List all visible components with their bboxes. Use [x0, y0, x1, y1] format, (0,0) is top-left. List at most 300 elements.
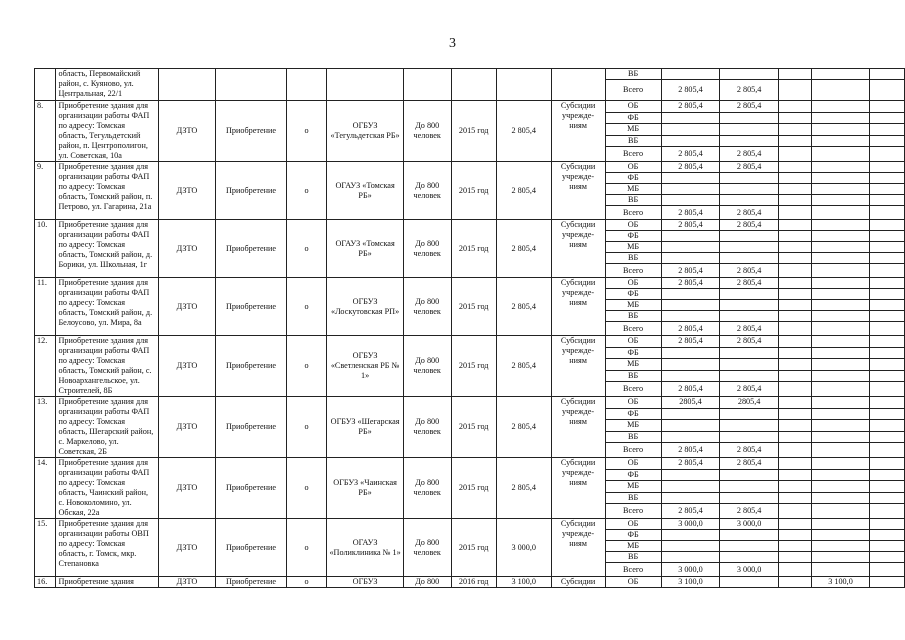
amount-cell: 2 805,4: [720, 336, 779, 348]
customer-cell: ДЗТО: [158, 101, 215, 162]
amount-cell: 2 805,4: [661, 147, 720, 162]
amount-cell: [720, 420, 779, 432]
amount-cell: 2 805,4: [720, 101, 779, 113]
organization-cell: ОГАУЗ «Томская РБ»: [327, 162, 404, 220]
amount-cell: [778, 195, 811, 206]
capacity-cell: До 800 человек: [403, 278, 451, 336]
table-row: [35, 397, 905, 409]
amount-cell: 2 805,4: [661, 278, 720, 289]
amount-cell: [870, 336, 905, 348]
amount-cell: [720, 173, 779, 184]
amount-cell: [720, 289, 779, 300]
amount-cell: [811, 541, 870, 552]
object-name-cell: Приобретение здания для организации работы ОВП по адресу: Томская область, г. Томск, мкр. Степановка: [56, 519, 158, 577]
amount-cell: [720, 552, 779, 563]
empty-cell: [286, 69, 326, 101]
type-cell: Приобретение: [216, 278, 287, 336]
amount-cell: [661, 530, 720, 541]
amount-cell: [778, 504, 811, 519]
amount-cell: [661, 311, 720, 322]
amount-cell: [661, 541, 720, 552]
table-row: [35, 577, 905, 588]
amount-cell: [811, 206, 870, 220]
amount-cell: [811, 347, 870, 359]
source-cell: ВБ: [605, 431, 661, 443]
amount-cell: [811, 443, 870, 458]
amount-cell: [720, 69, 779, 80]
year-cell: 2015 год: [451, 162, 496, 220]
amount-cell: [778, 80, 811, 101]
cost-cell: 2 805,4: [496, 220, 551, 278]
amount-cell: 2 805,4: [661, 458, 720, 470]
amount-cell: [870, 195, 905, 206]
source-cell: ОБ: [605, 577, 661, 588]
amount-cell: [778, 147, 811, 162]
amount-cell: 2 805,4: [661, 101, 720, 113]
amount-cell: [778, 264, 811, 278]
capacity-cell: До 800 человек: [403, 397, 451, 458]
amount-cell: 2 805,4: [720, 322, 779, 336]
source-cell: ОБ: [605, 397, 661, 409]
capacity-cell: До 800 человек: [403, 458, 451, 519]
amount-cell: [661, 347, 720, 359]
cost-cell: 2 805,4: [496, 397, 551, 458]
customer-cell: ДЗТО: [158, 162, 215, 220]
source-cell: ОБ: [605, 162, 661, 173]
year-cell: 2015 год: [451, 458, 496, 519]
finance-form-cell: Субсидии учрежде-ниям: [551, 101, 605, 162]
finance-form-cell: Субсидии учрежде-ниям: [551, 220, 605, 278]
source-cell: Всего: [605, 80, 661, 101]
amount-cell: [778, 162, 811, 173]
amount-cell: [661, 420, 720, 432]
amount-cell: [778, 184, 811, 195]
amount-cell: [661, 253, 720, 264]
amount-cell: 2 805,4: [720, 458, 779, 470]
amount-cell: [661, 184, 720, 195]
source-cell: ОБ: [605, 458, 661, 470]
source-cell: ФБ: [605, 469, 661, 481]
customer-cell: ДЗТО: [158, 519, 215, 577]
type-cell: Приобретение: [216, 101, 287, 162]
amount-cell: [661, 300, 720, 311]
amount-cell: 2 805,4: [720, 382, 779, 397]
source-cell: ВБ: [605, 552, 661, 563]
amount-cell: [870, 147, 905, 162]
source-cell: МБ: [605, 359, 661, 371]
amount-cell: [778, 173, 811, 184]
object-name-cell: Приобретение здания: [56, 577, 158, 588]
source-cell: ОБ: [605, 336, 661, 348]
year-cell: 2015 год: [451, 220, 496, 278]
amount-cell: [870, 431, 905, 443]
customer-cell: ДЗТО: [158, 458, 215, 519]
amount-cell: [811, 80, 870, 101]
unit-cell: о: [286, 220, 326, 278]
amount-cell: 3 000,0: [720, 519, 779, 530]
amount-cell: [811, 530, 870, 541]
customer-cell: ДЗТО: [158, 577, 215, 588]
amount-cell: [661, 289, 720, 300]
type-cell: Приобретение: [216, 519, 287, 577]
amount-cell: [811, 519, 870, 530]
amount-cell: 3 100,0: [661, 577, 720, 588]
amount-cell: [870, 300, 905, 311]
amount-cell: [661, 469, 720, 481]
amount-cell: [870, 112, 905, 124]
amount-cell: 2 805,4: [720, 443, 779, 458]
cost-cell: 2 805,4: [496, 458, 551, 519]
amount-cell: [870, 278, 905, 289]
amount-cell: 2 805,4: [661, 322, 720, 336]
source-cell: ВБ: [605, 492, 661, 504]
source-cell: ВБ: [605, 253, 661, 264]
year-cell: 2016 год: [451, 577, 496, 588]
amount-cell: [811, 242, 870, 253]
amount-cell: [720, 135, 779, 147]
amount-cell: [720, 124, 779, 136]
capacity-cell: До 800: [403, 577, 451, 588]
amount-cell: 2 805,4: [720, 206, 779, 220]
amount-cell: [778, 519, 811, 530]
amount-cell: [811, 492, 870, 504]
amount-cell: 3 000,0: [720, 563, 779, 577]
unit-cell: о: [286, 519, 326, 577]
amount-cell: [778, 408, 811, 420]
source-cell: ФБ: [605, 173, 661, 184]
row-number-cell: 11.: [35, 278, 56, 336]
amount-cell: [661, 242, 720, 253]
amount-cell: [778, 206, 811, 220]
type-cell: Приобретение: [216, 162, 287, 220]
amount-cell: [778, 577, 811, 588]
amount-cell: [720, 231, 779, 242]
amount-cell: [661, 552, 720, 563]
amount-cell: [778, 336, 811, 348]
amount-cell: [811, 481, 870, 493]
finance-form-cell: Субсидии учрежде-ниям: [551, 162, 605, 220]
amount-cell: [870, 173, 905, 184]
source-cell: Всего: [605, 206, 661, 220]
amount-cell: 2 805,4: [661, 80, 720, 101]
unit-cell: о: [286, 162, 326, 220]
cost-cell: 2 805,4: [496, 278, 551, 336]
capacity-cell: До 800 человек: [403, 101, 451, 162]
amount-cell: [720, 359, 779, 371]
year-cell: 2015 год: [451, 336, 496, 397]
row-number-cell: 10.: [35, 220, 56, 278]
amount-cell: [811, 69, 870, 80]
amount-cell: [870, 220, 905, 231]
row-number-cell: 15.: [35, 519, 56, 577]
amount-cell: [811, 264, 870, 278]
finance-form-cell: Субсидии учрежде-ниям: [551, 458, 605, 519]
finance-form-cell: Субсидии учрежде-ниям: [551, 397, 605, 458]
customer-cell: ДЗТО: [158, 336, 215, 397]
amount-cell: [778, 530, 811, 541]
amount-cell: [811, 112, 870, 124]
amount-cell: [811, 253, 870, 264]
amount-cell: [811, 431, 870, 443]
amount-cell: [778, 242, 811, 253]
source-cell: ОБ: [605, 519, 661, 530]
organization-cell: ОГАУЗ «Поликлиника № 1»: [327, 519, 404, 577]
amount-cell: [720, 469, 779, 481]
amount-cell: [870, 420, 905, 432]
source-cell: ОБ: [605, 101, 661, 113]
amount-cell: [811, 552, 870, 563]
source-cell: ВБ: [605, 370, 661, 382]
object-name-cell: Приобретение здания для организации работы ФАП по адресу: Томская область, Томский район, д. Белоусово, ул. Мира, 8а: [56, 278, 158, 336]
amount-cell: [778, 112, 811, 124]
amount-cell: [778, 382, 811, 397]
source-cell: ВБ: [605, 195, 661, 206]
unit-cell: о: [286, 101, 326, 162]
amount-cell: [720, 481, 779, 493]
source-cell: ФБ: [605, 289, 661, 300]
amount-cell: [720, 253, 779, 264]
amount-cell: [811, 359, 870, 371]
source-cell: МБ: [605, 242, 661, 253]
amount-cell: [870, 184, 905, 195]
amount-cell: [778, 322, 811, 336]
finance-form-cell: Субсидии учрежде-ниям: [551, 278, 605, 336]
capacity-cell: До 800 человек: [403, 220, 451, 278]
type-cell: Приобретение: [216, 336, 287, 397]
cost-cell: 2 805,4: [496, 101, 551, 162]
amount-cell: 2 805,4: [661, 443, 720, 458]
amount-cell: [811, 563, 870, 577]
amount-cell: [778, 431, 811, 443]
amount-cell: [811, 504, 870, 519]
amount-cell: [870, 253, 905, 264]
customer-cell: ДЗТО: [158, 397, 215, 458]
amount-cell: [870, 124, 905, 136]
object-name-cell: область, Первомайский район, с. Куяново, ул. Центральная, 22/1: [56, 69, 158, 101]
source-cell: МБ: [605, 300, 661, 311]
amount-cell: [778, 492, 811, 504]
cost-cell: 2 805,4: [496, 162, 551, 220]
empty-cell: [327, 69, 404, 101]
year-cell: 2015 год: [451, 101, 496, 162]
amount-cell: [870, 530, 905, 541]
amount-cell: [811, 408, 870, 420]
amount-cell: [870, 382, 905, 397]
amount-cell: [778, 135, 811, 147]
object-name-cell: Приобретение здания для организации работы ФАП по адресу: Томская область, Томский район, д. Борики, ул. Школьная, 1г: [56, 220, 158, 278]
organization-cell: ОГБУЗ «Светленская РБ № 1»: [327, 336, 404, 397]
amount-cell: [778, 300, 811, 311]
amount-cell: 3 100,0: [811, 577, 870, 588]
amount-cell: [661, 124, 720, 136]
unit-cell: о: [286, 458, 326, 519]
amount-cell: 2 805,4: [720, 504, 779, 519]
source-cell: МБ: [605, 481, 661, 493]
amount-cell: [661, 370, 720, 382]
amount-cell: [661, 69, 720, 80]
unit-cell: о: [286, 278, 326, 336]
organization-cell: ОГАУЗ «Томская РБ»: [327, 220, 404, 278]
capacity-cell: До 800 человек: [403, 519, 451, 577]
source-cell: МБ: [605, 184, 661, 195]
source-cell: ВБ: [605, 135, 661, 147]
amount-cell: [811, 370, 870, 382]
amount-cell: [778, 420, 811, 432]
table-row: [35, 278, 905, 289]
amount-cell: [870, 231, 905, 242]
table-row: [35, 458, 905, 470]
amount-cell: [870, 347, 905, 359]
amount-cell: [870, 408, 905, 420]
amount-cell: [870, 206, 905, 220]
source-cell: Всего: [605, 443, 661, 458]
amount-cell: [811, 311, 870, 322]
capacity-cell: До 800 человек: [403, 336, 451, 397]
amount-cell: [870, 69, 905, 80]
amount-cell: [778, 347, 811, 359]
amount-cell: [870, 552, 905, 563]
amount-cell: [870, 242, 905, 253]
amount-cell: [811, 173, 870, 184]
amount-cell: 2 805,4: [661, 264, 720, 278]
amount-cell: [811, 336, 870, 348]
amount-cell: 2 805,4: [661, 206, 720, 220]
source-cell: ОБ: [605, 278, 661, 289]
amount-cell: [720, 431, 779, 443]
amount-cell: [870, 504, 905, 519]
amount-cell: 2 805,4: [720, 147, 779, 162]
amount-cell: [661, 359, 720, 371]
source-cell: МБ: [605, 541, 661, 552]
amount-cell: 2 805,4: [720, 80, 779, 101]
amount-cell: [778, 443, 811, 458]
source-cell: ФБ: [605, 408, 661, 420]
cost-cell: 3 000,0: [496, 519, 551, 577]
amount-cell: [720, 577, 779, 588]
source-cell: ФБ: [605, 231, 661, 242]
finance-form-cell: Субсидии учрежде-ниям: [551, 519, 605, 577]
amount-cell: 2 805,4: [661, 220, 720, 231]
amount-cell: [778, 69, 811, 80]
table-row: [35, 336, 905, 348]
amount-cell: [870, 80, 905, 101]
amount-cell: [720, 184, 779, 195]
object-name-cell: Приобретение здания для организации работы ФАП по адресу: Томская область, Шегарский район, с. Маркелово, ул. Советская, 2Б: [56, 397, 158, 458]
amount-cell: [811, 469, 870, 481]
amount-cell: [778, 101, 811, 113]
amount-cell: [811, 289, 870, 300]
amount-cell: [870, 370, 905, 382]
amount-cell: [870, 577, 905, 588]
source-cell: МБ: [605, 124, 661, 136]
amount-cell: [720, 300, 779, 311]
amount-cell: [720, 492, 779, 504]
amount-cell: [811, 397, 870, 409]
amount-cell: [870, 101, 905, 113]
amount-cell: [870, 264, 905, 278]
amount-cell: 2 805,4: [720, 220, 779, 231]
amount-cell: [720, 311, 779, 322]
source-cell: Всего: [605, 504, 661, 519]
row-number-cell: 13.: [35, 397, 56, 458]
source-cell: ФБ: [605, 112, 661, 124]
amount-cell: [778, 289, 811, 300]
amount-cell: 2 805,4: [661, 162, 720, 173]
amount-cell: [870, 311, 905, 322]
amount-cell: [778, 359, 811, 371]
empty-cell: [216, 69, 287, 101]
amount-cell: [811, 195, 870, 206]
amount-cell: [811, 220, 870, 231]
amount-cell: [811, 458, 870, 470]
row-number-cell: 16.: [35, 577, 56, 588]
amount-cell: [811, 184, 870, 195]
cost-cell: 3 100,0: [496, 577, 551, 588]
type-cell: Приобретение: [216, 220, 287, 278]
row-number-cell: 12.: [35, 336, 56, 397]
year-cell: 2015 год: [451, 278, 496, 336]
organization-cell: ОГБУЗ «Тегульдетская РБ»: [327, 101, 404, 162]
finance-form-cell: Субсидии учрежде-ниям: [551, 336, 605, 397]
amount-cell: [870, 322, 905, 336]
program-table: [34, 68, 905, 588]
type-cell: Приобретение: [216, 397, 287, 458]
amount-cell: [811, 420, 870, 432]
object-name-cell: Приобретение здания для организации работы ФАП по адресу: Томская область, Чаинский район, с. Новоколомино, ул. Обская, 22а: [56, 458, 158, 519]
amount-cell: [720, 242, 779, 253]
unit-cell: о: [286, 336, 326, 397]
amount-cell: [811, 278, 870, 289]
amount-cell: [778, 231, 811, 242]
amount-cell: [661, 195, 720, 206]
amount-cell: [870, 289, 905, 300]
amount-cell: [720, 530, 779, 541]
type-cell: Приобретение: [216, 458, 287, 519]
amount-cell: [778, 552, 811, 563]
type-cell: Приобретение: [216, 577, 287, 588]
empty-cell: [403, 69, 451, 101]
page-number: 3: [449, 36, 456, 51]
amount-cell: [661, 112, 720, 124]
source-cell: ОБ: [605, 220, 661, 231]
source-cell: ВБ: [605, 69, 661, 80]
source-cell: Всего: [605, 264, 661, 278]
amount-cell: [811, 300, 870, 311]
amount-cell: [778, 311, 811, 322]
unit-cell: о: [286, 397, 326, 458]
amount-cell: 2 805,4: [720, 278, 779, 289]
organization-cell: ОГБУЗ «Чаинская РБ»: [327, 458, 404, 519]
organization-cell: ОГБУЗ «Лоскутовская РП»: [327, 278, 404, 336]
amount-cell: [661, 231, 720, 242]
amount-cell: 2 805,4: [720, 162, 779, 173]
amount-cell: [811, 135, 870, 147]
amount-cell: [720, 541, 779, 552]
row-number-cell: 9.: [35, 162, 56, 220]
amount-cell: [811, 382, 870, 397]
amount-cell: [870, 541, 905, 552]
organization-cell: ОГБУЗ «Шегарская РБ»: [327, 397, 404, 458]
amount-cell: [720, 347, 779, 359]
amount-cell: [661, 431, 720, 443]
amount-cell: [870, 162, 905, 173]
amount-cell: [720, 195, 779, 206]
table-row: [35, 162, 905, 173]
amount-cell: [811, 147, 870, 162]
amount-cell: 2 805,4: [661, 382, 720, 397]
source-cell: Всего: [605, 563, 661, 577]
amount-cell: [870, 397, 905, 409]
